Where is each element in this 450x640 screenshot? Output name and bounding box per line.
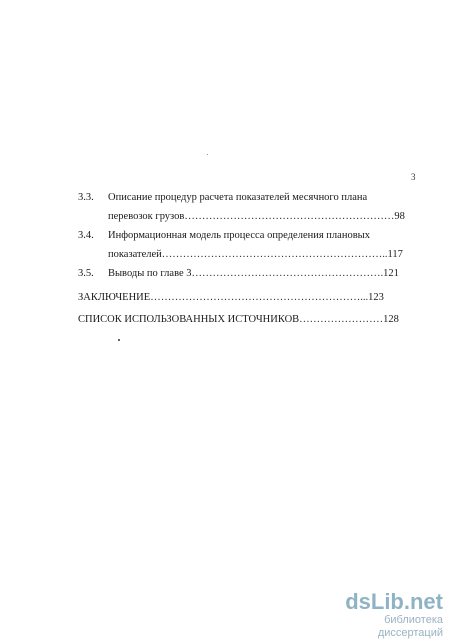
toc-entry-title: перевозок грузов xyxy=(108,211,185,222)
page-number: 3 xyxy=(411,172,416,182)
toc-entry-references[interactable] xyxy=(78,313,399,326)
toc-entry-title: ЗАКЛЮЧЕНИЕ xyxy=(78,292,151,303)
toc-entry-title: Описание процедур расчета показателей месячного плана xyxy=(108,192,368,203)
toc-entry-page: 121 xyxy=(383,268,399,279)
toc-entry-title: Выводы по главе 3 xyxy=(108,268,192,279)
toc-entry-3-3[interactable] xyxy=(78,191,367,204)
toc-entry-title: показателей xyxy=(108,249,162,260)
toc-entry-3-5[interactable] xyxy=(78,267,399,280)
logo-main-text: dsLib xyxy=(345,589,404,614)
toc-entry-number: 3.5. xyxy=(78,268,94,279)
toc-leader-dots: …………………………………………………… xyxy=(184,211,395,222)
toc-entry-page: 128 xyxy=(383,314,399,325)
dslib-watermark[interactable] xyxy=(331,590,443,640)
toc-entry-title: Информационная модель процесса определения плановых xyxy=(108,230,370,241)
toc-entry-conclusion[interactable] xyxy=(78,291,384,304)
toc-entry-page: 117 xyxy=(387,249,403,260)
toc-entry-number: 3.3. xyxy=(78,192,94,203)
dslib-subtitle: библиотека диссертаций xyxy=(377,614,443,639)
toc-leader-dots: ……………………………………………………... xyxy=(150,292,369,303)
toc-entry-page: 98 xyxy=(394,211,405,222)
dslib-logo xyxy=(331,590,443,614)
toc-entry-title: СПИСОК ИСПОЛЬЗОВАННЫХ ИСТОЧНИКОВ xyxy=(78,314,300,325)
toc-leader-dots: …………………… xyxy=(299,314,384,325)
toc-entry-3-4[interactable] xyxy=(78,229,370,242)
toc-leader-dots: ………………………………………………. xyxy=(191,268,384,279)
scan-dot xyxy=(118,339,120,341)
toc-entry-page: 123 xyxy=(368,292,384,303)
toc-entry-3-4-continuation[interactable] xyxy=(108,248,403,261)
toc-leader-dots: ……………………………………………………….. xyxy=(161,249,388,260)
toc-entry-number: 3.4. xyxy=(78,230,94,241)
logo-tld-text: .net xyxy=(403,589,443,614)
toc-entry-3-3-continuation[interactable] xyxy=(108,210,405,223)
